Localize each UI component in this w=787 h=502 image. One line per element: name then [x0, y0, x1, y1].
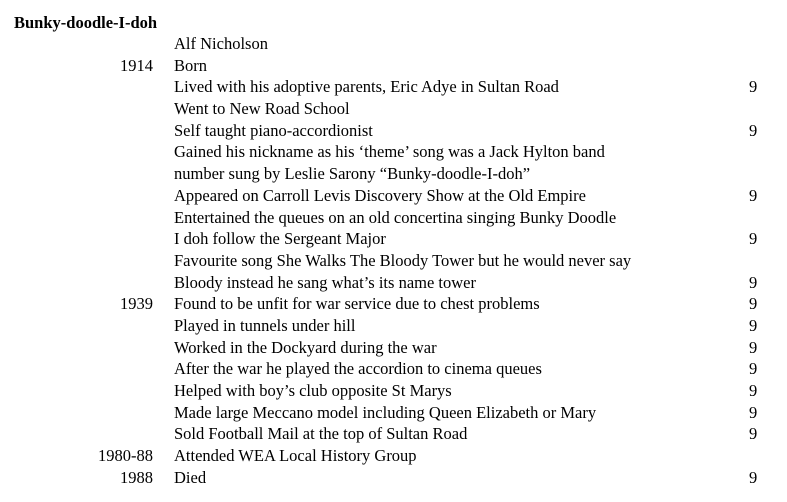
row-text: Entertained the queues on an old concertina singing Bunky Doodle [174, 207, 617, 227]
timeline-list [0, 33, 787, 488]
row-text: Gained his nickname as his ‘theme’ song was a Jack Hylton band [174, 142, 605, 162]
row-year: 1988 [120, 467, 153, 487]
row-reference: 9 [749, 77, 758, 97]
row-reference: 9 [749, 315, 758, 335]
row-text: Died [174, 467, 207, 487]
timeline-row [0, 380, 787, 402]
timeline-row [0, 250, 787, 272]
row-text: number sung by Leslie Sarony “Bunky-doodle-I-doh” [174, 164, 531, 184]
timeline-row [0, 445, 787, 467]
timeline-row [0, 185, 787, 207]
timeline-row [0, 76, 787, 98]
row-text: Attended WEA Local History Group [174, 446, 417, 466]
timeline-row [0, 207, 787, 229]
timeline-row [0, 55, 787, 77]
row-text: Helped with boy’s club opposite St Marys [174, 381, 452, 400]
row-text: Lived with his adoptive parents, Eric Adye in Sultan Road [174, 77, 559, 97]
row-reference: 9 [749, 381, 758, 400]
document-title: Bunky-doodle-I-doh [14, 13, 158, 32]
timeline-row [0, 141, 787, 163]
row-text: Made large Meccano model including Queen Elizabeth or Mary [174, 402, 597, 422]
row-reference: 9 [749, 294, 758, 314]
row-text: Favourite song She Walks The Bloody Tower but he would never say [174, 250, 632, 270]
row-text: Found to be unfit for war service due to chest problems [174, 294, 540, 314]
row-year: 1914 [120, 55, 153, 75]
row-text: Born [174, 55, 207, 75]
row-text: Bloody instead he sang what’s its name tower [174, 272, 476, 292]
row-text: Sold Football Mail at the top of Sultan Road [174, 424, 468, 444]
row-text: Self taught piano-accordionist [174, 120, 373, 140]
row-year: 1939 [120, 294, 153, 314]
row-text: Played in tunnels under hill [174, 315, 356, 335]
row-text: Went to New Road School [174, 99, 350, 119]
timeline-row [0, 337, 787, 359]
timeline-row [0, 402, 787, 424]
row-text: I doh follow the Sergeant Major [174, 229, 386, 249]
row-reference: 9 [749, 229, 758, 249]
timeline-row [0, 358, 787, 380]
row-reference: 9 [749, 402, 758, 422]
timeline-row [0, 98, 787, 120]
timeline-row [0, 120, 787, 142]
row-reference: 9 [749, 337, 758, 357]
timeline-row [0, 423, 787, 445]
row-text: Worked in the Dockyard during the war [174, 337, 437, 357]
row-reference: 9 [749, 272, 758, 292]
row-reference: 9 [749, 424, 758, 444]
row-reference: 9 [749, 467, 758, 487]
row-reference: 9 [749, 185, 758, 205]
timeline-row [0, 163, 787, 185]
row-reference: 9 [749, 120, 758, 140]
timeline-row [0, 272, 787, 294]
row-reference: 9 [749, 359, 758, 379]
timeline-row [0, 33, 787, 55]
row-text: After the war he played the accordion to cinema queues [174, 359, 542, 379]
timeline-row [0, 228, 787, 250]
timeline-row [0, 293, 787, 315]
timeline-row [0, 315, 787, 337]
row-text: Appeared on Carroll Levis Discovery Show at the Old Empire [174, 185, 586, 205]
row-text: Alf Nicholson [174, 34, 268, 53]
timeline-row [0, 467, 787, 489]
row-year: 1980-88 [98, 446, 153, 466]
